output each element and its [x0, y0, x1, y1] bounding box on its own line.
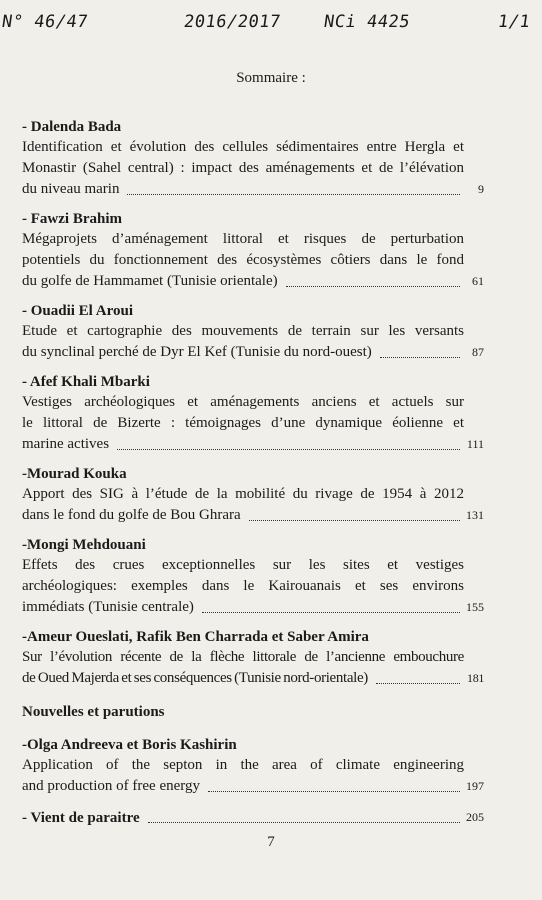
entry-page-number: 111 — [466, 437, 484, 451]
toc-entry — [22, 118, 484, 200]
toc-entry — [22, 736, 484, 797]
entry-title-end: and production of free energy — [22, 778, 200, 794]
dot-leader — [202, 612, 460, 613]
entry-title-end: de Oued Majerda et ses conséquences (Tunisie nord-orientale) — [22, 670, 368, 686]
entry-page-number: 181 — [467, 671, 484, 685]
page-number: 7 — [267, 834, 275, 850]
entry-title-line: Apport des SIG à l’étude de la mobilité du rivage de 1954 à 2012 — [22, 486, 464, 502]
entry-page-number: 9 — [478, 182, 484, 196]
entry-title-end: du synclinal perché de Dyr El Kef (Tunisie du nord-ouest) — [22, 344, 372, 360]
entry-page-number: 197 — [466, 779, 484, 793]
entry-page-number: 131 — [466, 508, 484, 522]
entry-title-end: du niveau marin — [22, 181, 120, 197]
toc-entry — [22, 536, 484, 618]
dot-leader — [127, 194, 460, 195]
entry-title-line: le littoral de Bizerte : témoignages d’une dynamique éolienne et — [22, 415, 464, 431]
entry-page-number: 61 — [472, 274, 484, 288]
entry-author: - Fawzi Brahim — [22, 211, 122, 227]
entry-title-line: Etude et cartographie des mouvements de terrain sur les versants — [22, 323, 464, 339]
handwritten-issue-number: N° 46/47 — [0, 12, 90, 32]
toc-entry — [22, 628, 484, 689]
table-of-contents — [22, 118, 484, 838]
handwritten-count: 1/1 — [496, 12, 532, 32]
entry-author: - Dalenda Bada — [22, 119, 122, 135]
entry-title-line: Application of the septon in the area of climate engineering — [22, 757, 464, 773]
entry-title-end: du golfe de Hammamet (Tunisie orientale) — [22, 273, 278, 289]
entry-title-line: Monastir (Sahel central) : impact des aménagements et de l’élévation — [22, 160, 464, 176]
entry-title-line: Sur l’évolution récente de la flèche littorale de l’ancienne embouchure — [22, 649, 464, 665]
dot-leader — [286, 286, 460, 287]
dot-leader — [148, 822, 460, 823]
entry-title-line: Mégaprojets d’aménagement littoral et risques de perturbation — [22, 231, 464, 247]
entry-last-line — [22, 776, 484, 797]
entry-last-line — [22, 505, 484, 526]
entry-author: -Ameur Oueslati, Rafik Ben Charrada et Saber Amira — [22, 629, 369, 645]
entry-author-text: - Vient de paraitre — [22, 810, 140, 826]
toc-entry — [22, 373, 484, 455]
entry-title-end: marine actives — [22, 436, 110, 452]
dot-leader — [249, 520, 460, 521]
entry-last-line — [22, 342, 484, 363]
entry-author — [22, 807, 484, 828]
news-heading: Nouvelles et parutions — [22, 704, 165, 720]
entry-page-number: 155 — [466, 600, 484, 614]
entry-title-line: Vestiges archéologiques et aménagements anciens et actuels sur — [22, 394, 464, 410]
entry-last-line — [22, 597, 484, 618]
dot-leader — [117, 449, 460, 450]
entry-title-line: archéologiques: exemples dans le Kairouanais et ses environs — [22, 578, 464, 594]
entry-title-end: dans le fond du golfe de Bou Ghrara — [22, 507, 241, 523]
entry-page-number: 87 — [472, 345, 484, 359]
entry-last-line — [22, 271, 484, 292]
dot-leader — [208, 791, 460, 792]
toc-entry — [22, 465, 484, 526]
toc-entry — [22, 210, 484, 292]
entry-title-line: Effets des crues exceptionnelles sur les sites et vestiges — [22, 557, 464, 573]
entry-page-number: 205 — [466, 810, 484, 824]
entry-title-end: immédiats (Tunisie centrale) — [22, 599, 194, 615]
page-title: Sommaire : — [236, 70, 306, 86]
entry-last-line — [22, 668, 484, 689]
toc-entries — [22, 118, 484, 689]
entry-author: - Afef Khali Mbarki — [22, 374, 150, 390]
entry-title-line: potentiels du fonctionnement des écosystèmes côtiers dans le fond — [22, 252, 464, 268]
toc-entry — [22, 807, 484, 828]
handwritten-year: 2016/2017 — [182, 12, 283, 32]
entry-author: - Ouadii El Aroui — [22, 303, 134, 319]
news-entries — [22, 736, 484, 828]
entry-last-line — [22, 179, 484, 200]
toc-entry — [22, 302, 484, 363]
entry-last-line — [22, 434, 484, 455]
dot-leader — [380, 357, 460, 358]
entry-author: -Mongi Mehdouani — [22, 537, 146, 553]
entry-title-line: Identification et évolution des cellules sédimentaires entre Hergla et — [22, 139, 464, 155]
dot-leader — [376, 683, 460, 684]
handwritten-code: NCi 4425 — [322, 12, 412, 32]
entry-author: -Olga Andreeva et Boris Kashirin — [22, 737, 237, 753]
entry-author: -Mourad Kouka — [22, 466, 127, 482]
